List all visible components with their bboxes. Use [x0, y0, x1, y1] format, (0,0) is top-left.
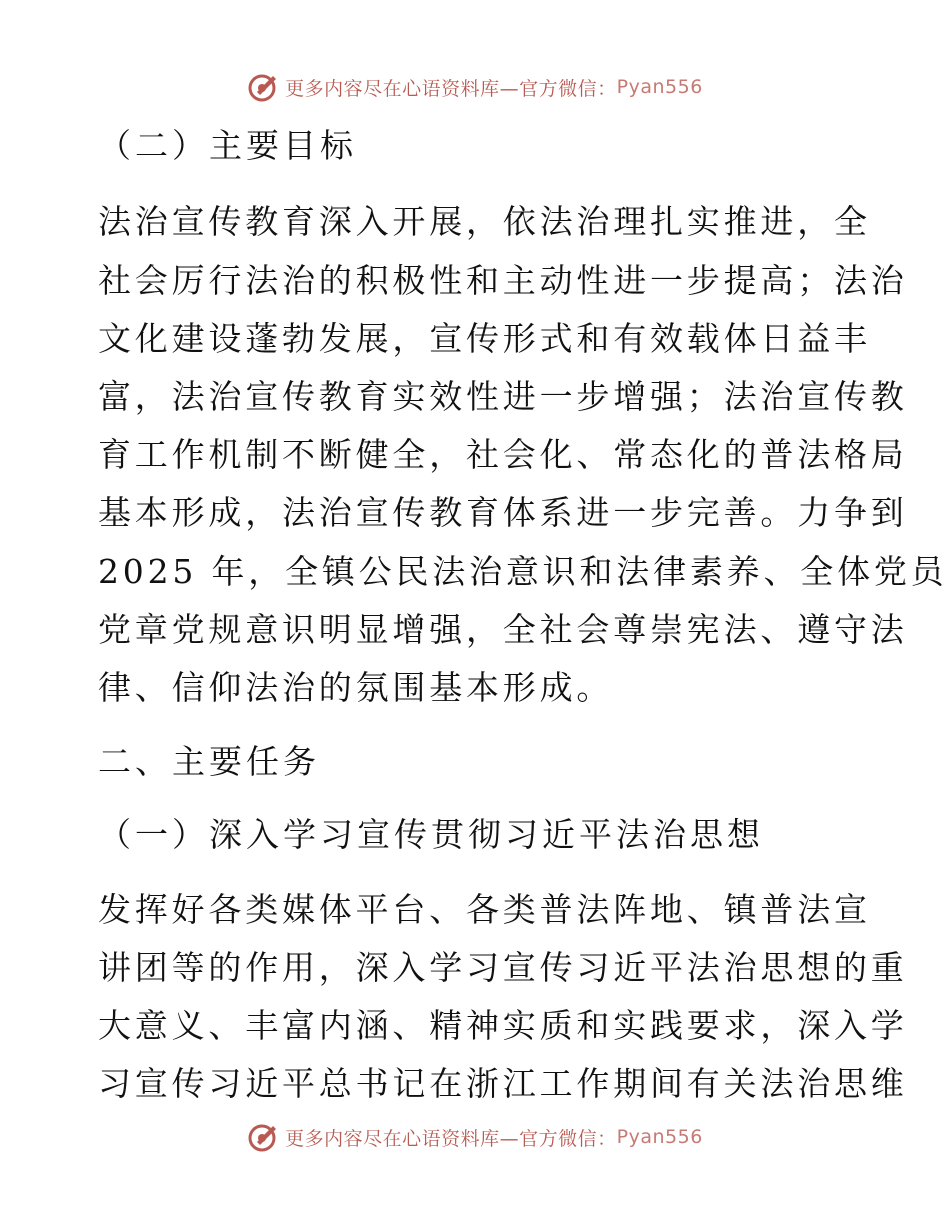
- watermark-bottom: [0, 1122, 950, 1152]
- paragraph-line: 法治宣传教育深入开展，依法治理扎实推进，全: [98, 202, 871, 241]
- section-heading-main-goals: （二）主要目标: [98, 126, 357, 165]
- paragraph-line: 基本形成，法治宣传教育体系进一步完善。力争到: [98, 493, 908, 532]
- paragraph-line: 文化建设蓬勃发展，宣传形式和有效载体日益丰: [98, 319, 871, 358]
- paragraph-line: 大意义、丰富内涵、精神实质和实践要求，深入学: [98, 1006, 908, 1045]
- section-heading-main-tasks: 二、主要任务: [98, 742, 320, 781]
- watermark-top: [0, 72, 950, 102]
- watermark-wechat-id: Pyan556: [616, 76, 703, 98]
- brush-seal-logo-icon: [247, 72, 281, 102]
- paragraph-line: 育工作机制不断健全，社会化、常态化的普法格局: [98, 435, 908, 474]
- paragraph-line: 发挥好各类媒体平台、各类普法阵地、镇普法宣: [98, 890, 871, 929]
- paragraph-line: 富，法治宣传教育实效性进一步增强；法治宣传教: [98, 377, 908, 416]
- paragraph-line: 党章党规意识明显增强，全社会尊崇宪法、遵守法: [98, 610, 908, 649]
- paragraph-line: 社会厉行法治的积极性和主动性进一步提高；法治: [98, 261, 908, 300]
- watermark-text: 更多内容尽在心语资料库—官方微信：: [285, 1127, 617, 1150]
- paragraph-line: 讲团等的作用，深入学习宣传习近平法治思想的重: [98, 948, 908, 987]
- paragraph-line: 习宣传习近平总书记在浙江工作期间有关法治思维: [98, 1064, 908, 1103]
- watermark-text: 更多内容尽在心语资料库—官方微信：: [285, 77, 617, 100]
- watermark-wechat-id: Pyan556: [616, 1126, 703, 1148]
- paragraph-line: 律、信仰法治的氛围基本形成。: [98, 668, 614, 707]
- paragraph-line: 2025 年，全镇公民法治意识和法律素养、全体党员: [98, 552, 948, 591]
- subsection-heading: （一）深入学习宣传贯彻习近平法治思想: [98, 815, 764, 854]
- brush-seal-logo-icon: [247, 1122, 281, 1152]
